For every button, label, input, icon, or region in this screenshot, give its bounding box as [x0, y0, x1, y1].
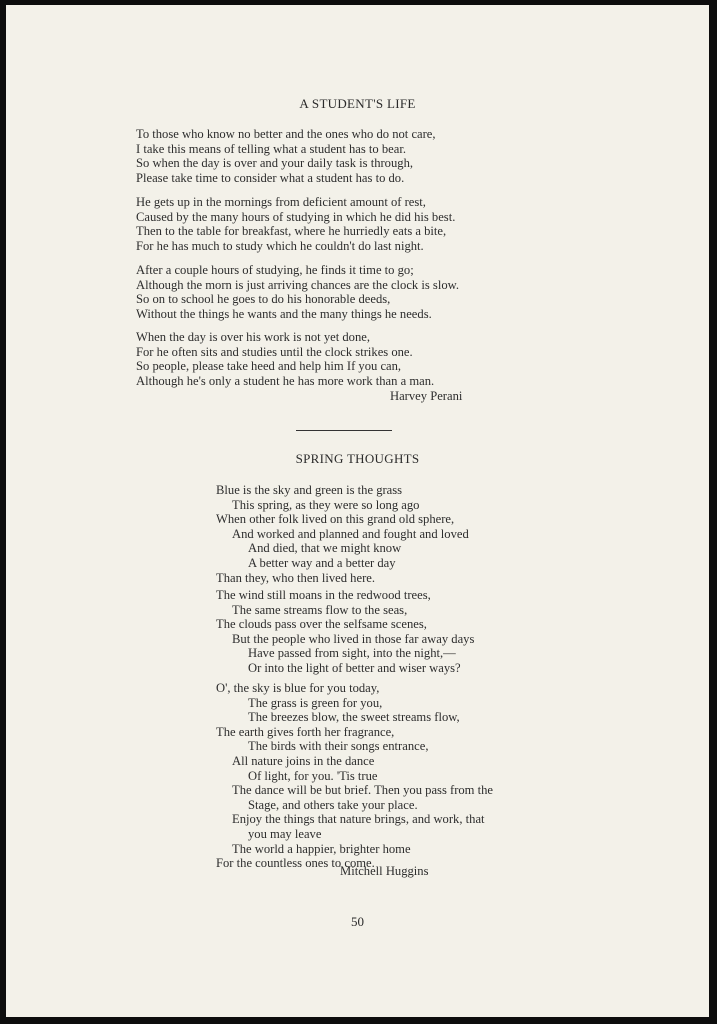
- poem-line: A better way and a better day: [248, 555, 396, 570]
- poem-line: you may leave: [248, 826, 322, 841]
- poem-line: To those who know no better and the ones who do not care,: [136, 127, 436, 141]
- poem-line: Stage, and others take your place.: [248, 797, 418, 812]
- poem-line: The grass is green for you,: [248, 695, 383, 710]
- poem-line: Then to the table for breakfast, where he hurriedly eats a bite,: [136, 224, 447, 239]
- stanza: [136, 263, 459, 321]
- poem-line: O', the sky is blue for you today,: [216, 681, 380, 695]
- poem-line: So people, please take heed and help him If you can,: [136, 359, 402, 374]
- poem-line: So on to school he goes to do his honorable deeds,: [136, 292, 391, 307]
- poem-line: The birds with their songs entrance,: [248, 739, 429, 754]
- poem-line: Although the morn is just arriving chances are the clock is slow.: [136, 277, 460, 292]
- poem-title-spring-thoughts: SPRING THOUGHTS: [295, 451, 420, 466]
- stanza: [136, 330, 434, 388]
- poem-line: The dance will be but brief. Then you pass from the: [232, 783, 494, 798]
- poem-line: Please take time to consider what a student has to do.: [136, 170, 405, 185]
- poem-line: After a couple hours of studying, he finds it time to go;: [136, 263, 414, 277]
- page: [6, 5, 709, 1017]
- poem-line: The same streams flow to the seas,: [232, 602, 408, 617]
- poem-line: Have passed from sight, into the night,—: [248, 646, 456, 661]
- poem-line: And died, that we might know: [248, 541, 402, 556]
- poem-line: When the day is over his work is not yet done,: [136, 330, 370, 344]
- poem-line: So when the day is over and your daily task is through,: [136, 156, 414, 171]
- poem-line: Blue is the sky and green is the grass: [216, 483, 403, 497]
- section-divider: [296, 430, 392, 431]
- poem-line: He gets up in the mornings from deficient amount of rest,: [136, 195, 426, 209]
- poem-line: For he often sits and studies until the clock strikes one.: [136, 344, 413, 359]
- stanza: [136, 127, 436, 185]
- poem-line: The earth gives forth her fragrance,: [216, 724, 395, 739]
- poem-line: But the people who lived in those far away days: [232, 631, 475, 646]
- poem-line: Although he's only a student he has more work than a man.: [136, 373, 435, 388]
- poem-line: I take this means of telling what a student has to bear.: [136, 141, 406, 156]
- poem-line: For he has much to study which he couldn't do last night.: [136, 238, 424, 253]
- poem-line: Of light, for you. 'Tis true: [248, 768, 378, 783]
- poem-line: Enjoy the things that nature brings, and work, that: [232, 812, 485, 827]
- poem-line: All nature joins in the dance: [232, 753, 375, 768]
- poem-line: For the countless ones to come.: [216, 856, 375, 871]
- poem-title-students-life: A STUDENT'S LIFE: [299, 96, 416, 111]
- poem-line: The wind still moans in the redwood trees,: [216, 588, 431, 602]
- poem-line: The breezes blow, the sweet streams flow,: [248, 710, 460, 725]
- stanza: [216, 681, 493, 871]
- poem-line: Than they, who then lived here.: [216, 570, 376, 585]
- page-number: 50: [351, 914, 364, 929]
- poem-line: Or into the light of better and wiser ways?: [248, 660, 461, 675]
- stanza: [136, 195, 455, 253]
- author-signature: Harvey Perani: [390, 389, 463, 403]
- stanza: [216, 483, 469, 585]
- poem-line: The world a happier, brighter home: [232, 841, 411, 856]
- poem-line: This spring, as they were so long ago: [232, 497, 420, 512]
- poem-line: Caused by the many hours of studying in which he did his best.: [136, 209, 456, 224]
- poem-line: And worked and planned and fought and loved: [232, 526, 469, 541]
- poem-line: The clouds pass over the selfsame scenes,: [216, 617, 427, 632]
- poem-line: Without the things he wants and the many things he needs.: [136, 306, 432, 321]
- poem-line: When other folk lived on this grand old sphere,: [216, 512, 455, 527]
- author-signature: Mitchell Huggins: [340, 864, 429, 878]
- stanza: [216, 588, 474, 676]
